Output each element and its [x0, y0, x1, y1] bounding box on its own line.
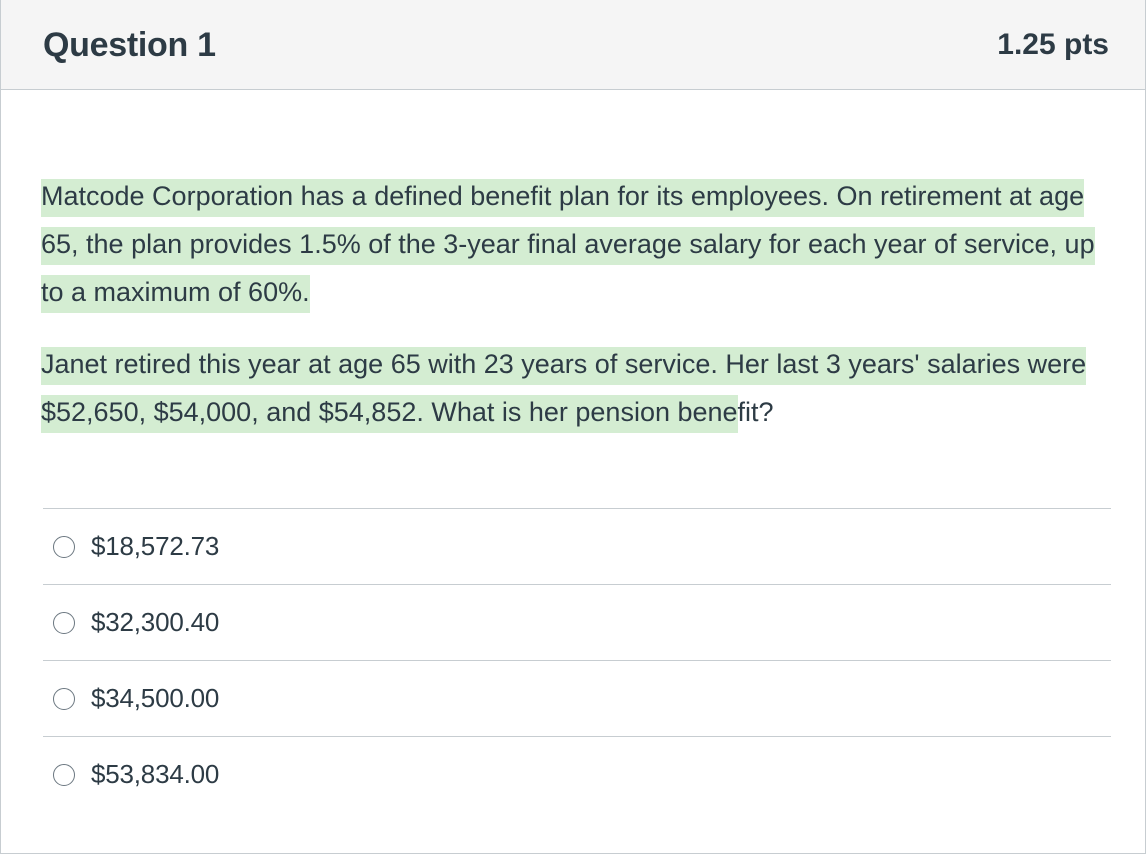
- answer-label[interactable]: $32,300.40: [91, 607, 220, 637]
- answer-label[interactable]: $18,572.73: [91, 531, 220, 561]
- radio-button[interactable]: [53, 764, 75, 786]
- answer-list: [43, 508, 1111, 812]
- highlighted-text: Janet retired this year at age 65 with 23 years of service. Her last 3 years' salaries were $52,650, $54,000, and $54,852. What is her pension bene: [41, 347, 1086, 433]
- radio-button[interactable]: [53, 612, 75, 634]
- highlighted-text: Matcode Corporation has a defined benefit plan for its employees. On retirement at age 65, the plan provides 1.5% of the 3-year final average salary for each year of service, up to a maximum of 60%.: [41, 179, 1095, 313]
- question-header: [1, 0, 1145, 90]
- question-text: [41, 172, 1111, 436]
- radio-button[interactable]: [53, 688, 75, 710]
- answer-label[interactable]: $53,834.00: [91, 759, 220, 789]
- plain-text: fit?: [737, 397, 774, 427]
- question-paragraph-2: [41, 340, 1111, 436]
- answer-option-1[interactable]: [43, 508, 1111, 584]
- radio-button[interactable]: [53, 536, 75, 558]
- question-points: 1.25 pts: [997, 28, 1109, 61]
- question-title: Question 1: [43, 26, 216, 64]
- answer-option-4[interactable]: [43, 736, 1111, 812]
- answer-option-3[interactable]: [43, 660, 1111, 736]
- question-paragraph-1: [41, 172, 1111, 316]
- answer-label[interactable]: $34,500.00: [91, 683, 220, 713]
- answer-option-2[interactable]: [43, 584, 1111, 660]
